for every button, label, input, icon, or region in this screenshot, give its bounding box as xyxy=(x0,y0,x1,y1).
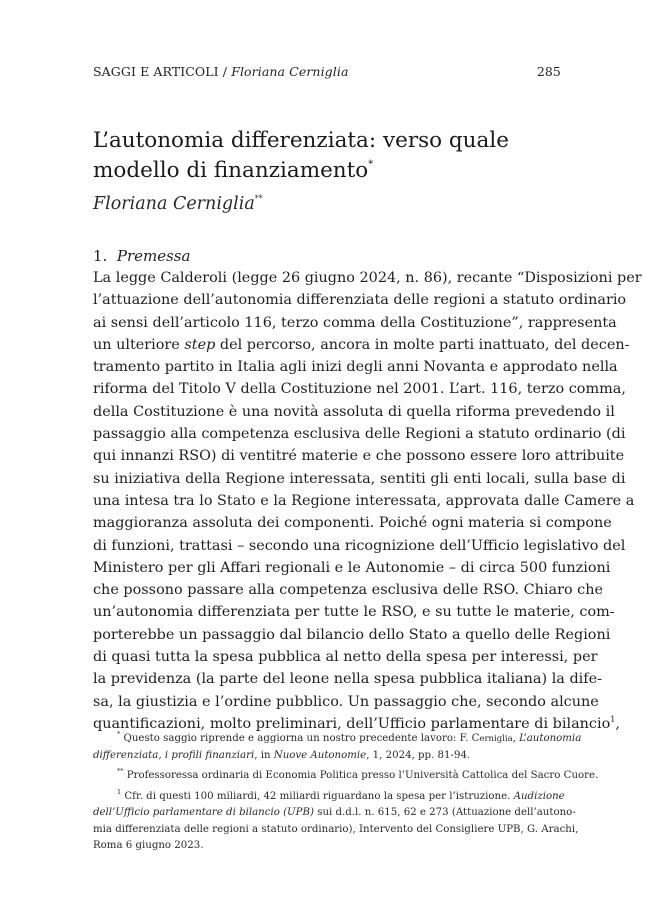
running-head-author: Floriana Cerniglia xyxy=(231,64,349,79)
footnote-marker: ** xyxy=(117,767,124,775)
paragraph-line: ai sensi dell’articolo 116, terzo comma della Costituzione”, rappresenta xyxy=(93,314,617,331)
paragraph-line: una intesa tra lo Stato e la Regione interessata, approvata dalle Camere a xyxy=(93,492,635,509)
paragraph-line: di funzioni, trattasi – secondo una ricognizione dell’Ufficio legislativo del xyxy=(93,537,626,554)
footnote-text: , xyxy=(512,733,516,744)
author-name: Floriana Cerniglia xyxy=(93,194,255,214)
title-footnote-marker: * xyxy=(368,159,374,170)
paragraph-line: su iniziativa della Regione interessata, sentiti gli enti locali, sulla base di xyxy=(93,470,626,487)
footnote-line xyxy=(93,805,576,822)
paragraph-last-line-text: quantificazioni, molto preliminari, dell’Ufficio parlamentare di bilancio xyxy=(93,715,611,732)
section-title: Premessa xyxy=(116,247,191,265)
footnote-text: , 1, 2024, pp. 81-94. xyxy=(366,749,471,761)
article-author xyxy=(93,194,263,214)
running-head xyxy=(93,64,561,82)
paragraph-line: qui innanzi RSO) di ventitré materie e che possono essere loro attribuite xyxy=(93,448,625,465)
footnote-italic: dell’Ufficio parlamentare di bilancio (UPB) xyxy=(93,807,314,818)
footnote-3 xyxy=(93,787,579,855)
footnote-italic: Nuove Autonomie xyxy=(273,749,367,761)
section-heading xyxy=(93,247,190,265)
paragraph-line: la previdenza (la parte del leone nella spesa pubblica italiana) la dife- xyxy=(93,671,602,688)
article-title xyxy=(93,126,563,186)
footnote-line xyxy=(93,730,582,748)
footnote-text: Questo saggio riprende e aggiorna un nostro precedente lavoro: F. C xyxy=(123,733,480,744)
paragraph-line: sa, la giustizia e l’ordine pubblico. Un passaggio che, secondo alcune xyxy=(93,693,599,710)
paragraph-line: di quasi tutta la spesa pubblica al netto della spesa per interessi, per xyxy=(93,649,598,666)
paragraph-line: della Costituzione è una novità assoluta di quella riforma prevedendo il xyxy=(93,403,615,420)
paragraph-line: maggioranza assoluta dei componenti. Poiché ogni materia si compone xyxy=(93,515,612,532)
title-line-1: L’autonomia differenziata: verso quale xyxy=(93,128,509,153)
paragraph-line: che possono passare alla competenza esclusiva delle RSO. Chiaro che xyxy=(93,582,604,599)
paragraph-line: l’attuazione dell’autonomia differenziata delle regioni a statuto ordinario xyxy=(93,292,627,309)
footnote-2 xyxy=(93,767,599,785)
footnote-line: Roma 6 giugno 2023. xyxy=(93,840,204,851)
footnotes xyxy=(93,730,599,859)
footnote-marker: * xyxy=(117,730,121,738)
paragraph-line: La legge Calderoli (legge 26 giugno 2024, n. 86), recante “Disposizioni per xyxy=(93,270,642,286)
paragraph-line: un’autonomia differenziata per tutte le RSO, e su tutte le materie, com- xyxy=(93,604,615,621)
footnote-1 xyxy=(93,730,582,764)
paragraph-line: Ministero per gli Affari regionali e le Autonomie – di circa 500 funzioni xyxy=(93,559,611,576)
footnote-line xyxy=(93,767,599,785)
footnote-text: Cfr. di questi 100 miliardi, 42 miliardi riguardano la spesa per l’istruzione. xyxy=(124,790,511,802)
footnote-italic: differenziata, i profili finanziari xyxy=(93,749,255,761)
footnote-text: Professoressa ordinaria di Economia Politica presso l’Università Cattolica del Sacro Cuore. xyxy=(126,770,599,781)
paragraph-line: un ulteriore step del percorso, ancora in molte parti inattuato, del decen- xyxy=(93,336,630,353)
title-line-2 xyxy=(93,156,563,186)
paragraph-line: passaggio alla competenza esclusiva delle Regioni a statuto ordinario (di xyxy=(93,426,626,443)
running-head-left xyxy=(93,64,349,79)
footnote-text: sui d.d.l. n. 615, 62 e 273 (Attuazione dell’autono- xyxy=(317,807,576,818)
paragraph-line: porterebbe un passaggio dal bilancio dello Stato a quello delle Regioni xyxy=(93,626,611,643)
title-line-2-text: modello di finanziamento xyxy=(93,158,369,183)
footnote-text: , in xyxy=(254,749,271,761)
footnote-smallcaps: erniglia xyxy=(479,734,513,744)
footnote-italic: L’autonomia xyxy=(519,733,582,744)
footnote-line xyxy=(93,789,563,806)
paragraph-end-punct: , xyxy=(615,715,620,732)
emphasis-word: step xyxy=(184,336,216,353)
journal-section: SAGGI E ARTICOLI / xyxy=(93,64,228,79)
footnote-italic: Audizione xyxy=(513,790,565,802)
section-number: 1. xyxy=(93,247,108,265)
footnote-line: mia differenziata delle regioni a statuto ordinario), Intervento del Consigliere UPB, G. Arachi, xyxy=(93,823,579,835)
footnote-marker: 1 xyxy=(117,787,122,796)
footnote-ref-1: 1 xyxy=(610,714,616,724)
paragraph-line: riforma del Titolo V della Costituzione nel 2001. L’art. 116, terzo comma, xyxy=(93,381,626,398)
footnote-line xyxy=(93,748,563,765)
author-footnote-marker: ** xyxy=(254,194,263,203)
page-number: 285 xyxy=(536,64,561,79)
paragraph-line: tramento partito in Italia agli inizi degli anni Novanta e approdato nella xyxy=(93,359,618,376)
body-paragraph xyxy=(93,267,642,735)
